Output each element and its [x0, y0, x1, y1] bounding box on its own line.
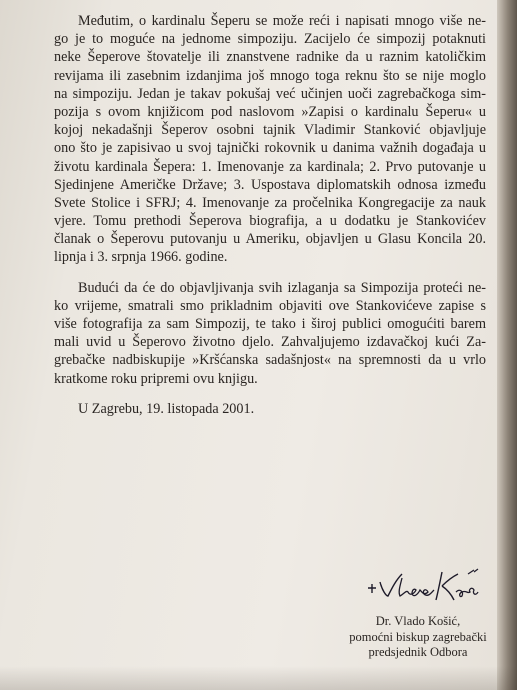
text-line: lipnja i 3. srpnja 1966. godine.	[54, 249, 228, 266]
paragraph-gap	[54, 388, 486, 400]
page-bottom-shadow	[0, 666, 517, 690]
text-line: kojoj nekadašnji Šeperov osobni tajnik Vladimir Stanković objavljuje	[54, 122, 486, 139]
text-line: životu kardinala Šepera: 1. Imenovanje za kardinala; 2. Prvo putovanje u	[54, 158, 486, 175]
signature-block	[348, 614, 488, 661]
text-line: go je to moguće na jednome simpoziju. Zacijelo će simpozij potaknuti	[54, 31, 486, 48]
text-line: neke Šeperove štovatelje ili znanstvene radnike da u raznim katoličkim	[54, 49, 486, 66]
book-spine-shadow	[497, 0, 517, 690]
signatory-name: Dr. Vlado Košić,	[375, 614, 461, 628]
text-line: više fotografija za sam Simpozij, te tako i široj publici omogućiti barem	[54, 316, 486, 332]
signatory-role: predsjednik Odbora	[368, 645, 468, 659]
text-line: revijama ili zasebnim izdanjima još mnogo toga reknu što se nije moglo	[54, 67, 486, 84]
text-line: ko vrijeme, smatrali smo prikladnim objaviti ove Stankovićeve zapise s	[54, 297, 486, 314]
handwritten-signature	[362, 566, 482, 610]
paragraph-2	[54, 279, 486, 388]
text-line: grebačke nadbiskupije »Kršćanska sadašnjost« na spremnosti da u vrlo	[54, 352, 486, 369]
text-line: kratkome roku pripremi ovu knjigu.	[54, 370, 258, 387]
text-line: vjere. Tomu prethodi Šeperova biografija, a u dodatku je Stankovićev	[54, 213, 486, 230]
paragraph-gap	[54, 267, 486, 279]
text-line: Svete Stolice i SFRJ; 4. Imenovanje za pročelnika Kongregacije za nauk	[54, 194, 486, 211]
text-line: na simpoziju. Jedan je takav pokušaj već učinjen uoči zagrebačkoga sim-	[54, 85, 486, 102]
text-line: Međutim, o kardinalu Šeperu se može reći i napisati mnogo više ne-	[78, 13, 486, 29]
text-line: članak o Šeperovu putovanju u Ameriku, objavljen u Glasu Koncila 20.	[54, 231, 486, 248]
text-line: mali uvid u Šeperovo životno djelo. Zahvaljujemo izdavačkoj kući Za-	[54, 334, 486, 351]
text-line: Budući da će do objavljivanja svih izlaganja sa Simpozija proteći ne-	[78, 279, 486, 296]
signatory-title: pomoćni biskup zagrebački	[349, 629, 487, 644]
place-date: U Zagrebu, 19. listopada 2001.	[78, 400, 255, 417]
body-text	[54, 12, 486, 418]
text-line: ono što je zapisivao u svoj tajnički rokovnik u danima važnih događaja u	[54, 140, 486, 157]
text-line: Sjedinjene Američke Države; 3. Uspostava diplomatskih odnosa između	[54, 176, 486, 193]
paragraph-1	[54, 12, 486, 267]
text-line: pozija s ovom knjižicom pod naslovom »Zapisi o kardinalu Šeperu« u	[54, 103, 486, 120]
